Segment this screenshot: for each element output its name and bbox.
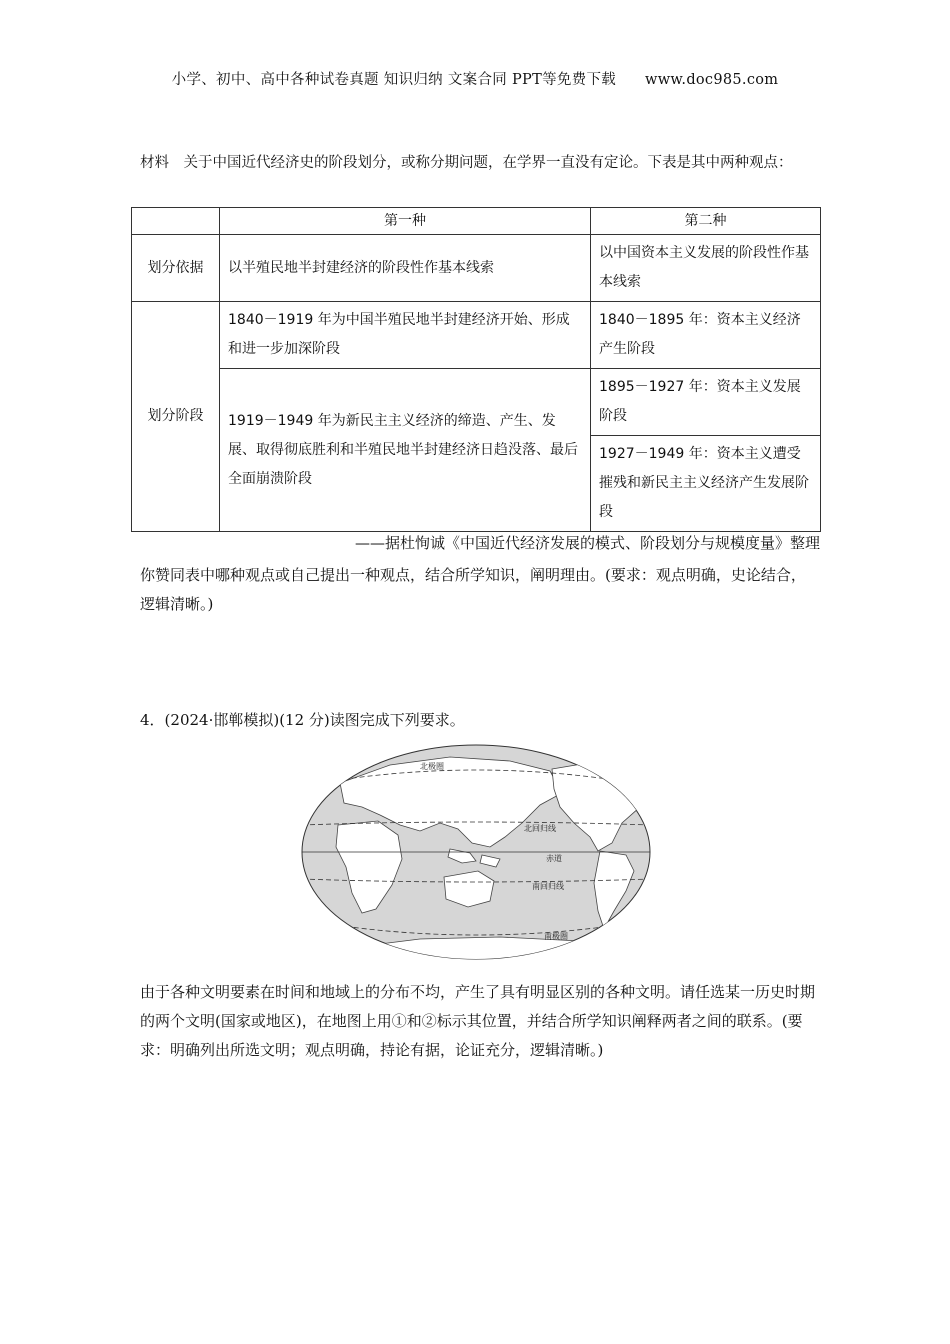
second-stage3-cell: 1927－1949 年：资本主义遭受摧残和新民主主义经济产生发展阶段 [591,436,821,532]
world-map [300,743,652,961]
basis-second-cell: 以中国资本主义发展的阶段性作基本线索 [591,235,821,302]
first-stage2-cell: 1919－1949 年为新民主主义经济的缔造、产生、发展、取得彻底胜利和半殖民地半封建经济日趋没落、最后全面崩溃阶段 [220,369,591,532]
question-3-text: 你赞同表中哪种观点或自己提出一种观点，结合所学知识，阐明理由。(要求：观点明确，史论结合，逻辑清晰。) [140,566,806,613]
label-antarctic-circle: 南极圈 [544,932,568,941]
row-label-basis: 划分依据 [132,235,220,302]
material-intro: 材料 关于中国近代经济史的阶段划分，或称分期问题，在学界一直没有定论。下表是其中两种观点： [140,155,793,171]
label-tropic-capricorn: 南回归线 [532,882,564,891]
table-header-row [132,208,821,235]
table-corner-cell [132,208,220,235]
source-citation: ——据杜恂诚《中国近代经济发展的模式、阶段划分与规模度量》整理 [354,534,820,552]
second-stage1-cell: 1840－1895 年：资本主义经济产生阶段 [591,302,821,369]
header-text: 小学、初中、高中各种试卷真题 知识归纳 文案合同 PPT等免费下载 [171,72,617,88]
label-tropic-cancer: 北回归线 [524,824,556,833]
economic-history-table [131,207,821,532]
question-4-title: 4．(2024·邯郸模拟)(12 分)读图完成下列要求。 [140,711,465,729]
basis-first-cell: 以半殖民地半封建经济的阶段性作基本线索 [220,235,591,302]
question-4-prompt: 由于各种文明要素在时间和地域上的分布不均，产生了具有明显区别的各种文明。请任选某一历史时期的两个文明(国家或地区)，在地图上用①和②标示其位置，并结合所学知识阐释两者之间的联系。(要求：明确列出所选文明；观点明确，持论有据，论证充分，逻辑清晰。) [140,983,816,1059]
header-url[interactable]: www.doc985.com [645,72,779,88]
col-header-first: 第一种 [220,208,591,235]
label-equator: 赤道 [546,854,562,863]
col-header-second: 第二种 [591,208,821,235]
page-header [0,68,950,89]
table-row [132,369,821,436]
table-row [132,235,821,302]
label-arctic-circle: 北极圈 [420,762,444,771]
first-stage1-cell: 1840－1919 年为中国半殖民地半封建经济开始、形成和进一步加深阶段 [220,302,591,369]
table-row [132,302,821,369]
second-stage2-cell: 1895－1927 年：资本主义发展阶段 [591,369,821,436]
row-label-stages: 划分阶段 [132,302,220,532]
